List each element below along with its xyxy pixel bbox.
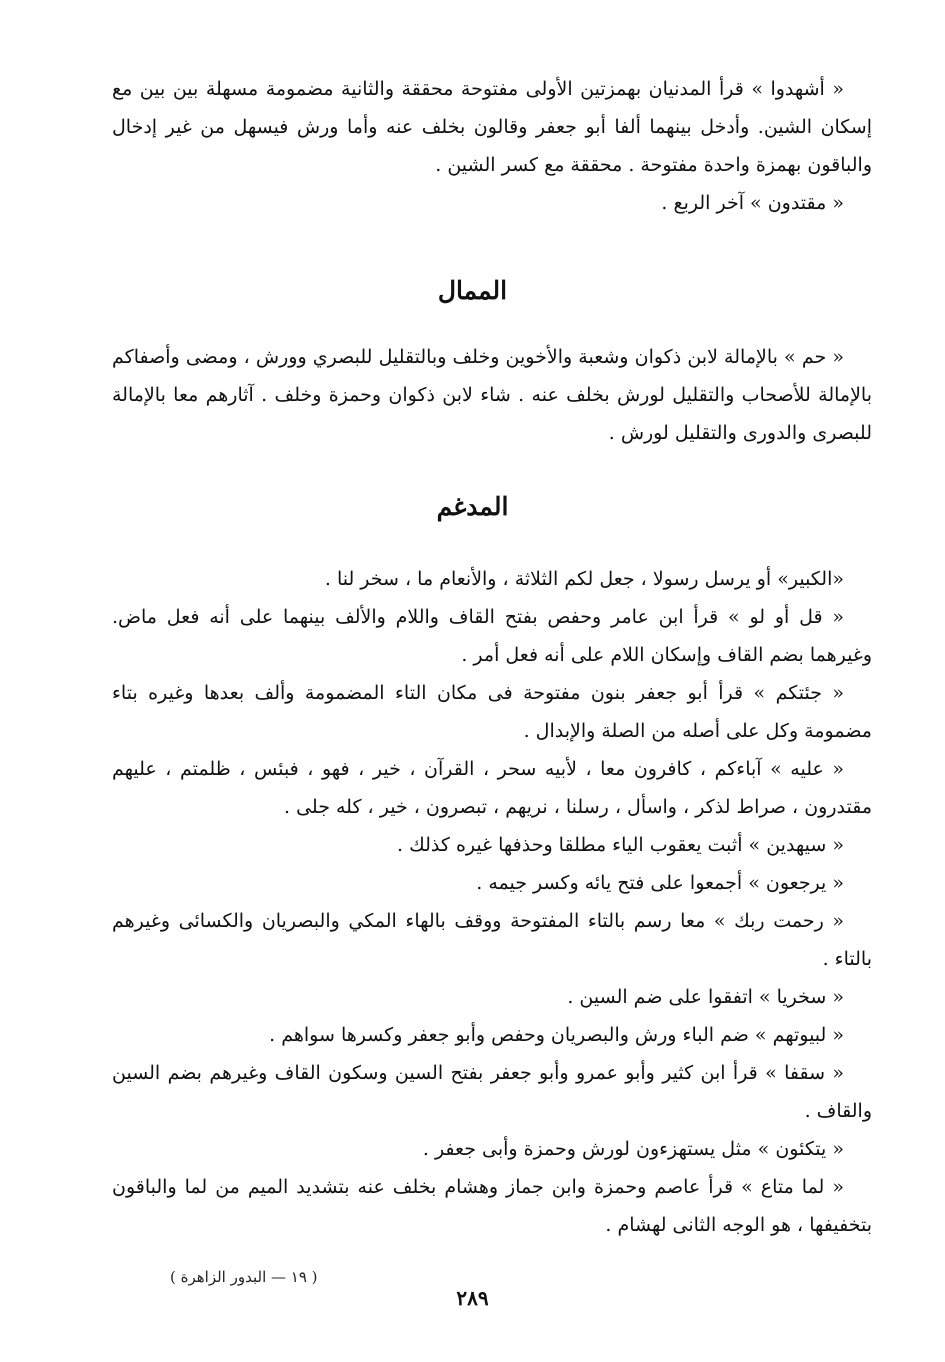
heading-mudgham: المدغم <box>436 492 509 521</box>
heading-mamal: الممال <box>437 276 508 305</box>
paragraph-rahmat-rabbik: « رحمت ربك » معا رسم بالتاء المفتوحة ووقف بالهاء المكي والبصريان والكسائى وغيرهم بالتاء . <box>112 910 872 970</box>
paragraph-sayahdin: « سيهدين » أثبت يعقوب الياء مطلقا وحذفها غيره كذلك . <box>397 834 844 856</box>
paragraph-muqtadun: « مقتدون » آخر الربع . <box>661 192 844 214</box>
paragraph-yattakiun: « يتكئون » مثل يستهزءون لورش وحمزة وأبى جعفر . <box>422 1138 844 1160</box>
paragraph-lamma-mata: « لما متاع » قرأ عاصم وحمزة وابن جماز وهشام بخلف عنه بتشديد الميم من لما والباقون بتخفيفها ، هو الوجه الثانى لهشام . <box>112 1176 872 1236</box>
section-1-text <box>112 70 872 222</box>
paragraph-kabir: «الكبير» أو يرسل رسولا ، جعل لكم الثلاثة ، والأنعام ما ، سخر لنا . <box>324 568 844 590</box>
section-3-text <box>112 560 872 1244</box>
paragraph-qul-aw-law: « قل أو لو » قرأ ابن عامر وحفص بفتح القاف واللام والألف بينهما على أنه فعل ماض. وغيرهما بضم القاف وإسكان اللام على أنه فعل أمر . <box>112 606 872 666</box>
section-2-text <box>112 338 872 452</box>
paragraph-jitukum: « جئتكم » قرأ أبو جعفر بنون مفتوحة فى مكان التاء المضمومة وألف بعدها وغيره بتاء مضمومة وكل على أصله من الصلة والإبدال . <box>112 682 872 742</box>
paragraph-hamim: « حم » بالإمالة لابن ذكوان وشعبة والأخوين وخلف وبالتقليل للبصري وورش ، ومضى وأصفاكم بالإمالة للأصحاب والتقليل لورش بخلف عنه . شاء لابن ذكوان وحمزة وخلف . آثارهم معا بالإمالة للبصرى والدورى والتقليل لورش . <box>112 346 872 444</box>
page-number: ٢٨٩ <box>456 1286 489 1310</box>
footer-signature-note: ( ١٩ — البدور الزاهرة ) <box>170 1268 318 1286</box>
paragraph-yarjiun: « يرجعون » أجمعوا على فتح يائه وكسر جيمه . <box>476 872 844 894</box>
paragraph-suqufa: « سقفا » قرأ ابن كثير وأبو عمرو وأبو جعفر بفتح السين وسكون القاف وغيرهم بضم السين والقاف . <box>112 1062 872 1122</box>
paragraph-ashhadu: « أشهدوا » قرأ المدنيان بهمزتين الأولى مفتوحة محققة والثانية مضمومة مسهلة بين بين مع إسكان الشين. وأدخل بينهما ألفا أبو جعفر وقالون بخلف عنه وأما ورش فيسهل من غير إدخال والباقون بهمزة واحدة مفتوحة . محققة مع كسر الشين . <box>112 78 873 176</box>
paragraph-sukhriyya: « سخريا » اتفقوا على ضم السين . <box>567 986 844 1008</box>
paragraph-alayhi: « عليه » آباءكم ، كافرون معا ، لأبيه سحر ، القرآن ، خير ، فهو ، فبئس ، ظلمتم ، عليهم مقتدرون ، صراط لذكر ، واسأل ، رسلنا ، نريهم ، تبصرون ، خير ، كله جلى . <box>112 758 872 818</box>
paragraph-libuyutihim: « لبيوتهم » ضم الباء ورش والبصريان وحفص وأبو جعفر وكسرها سواهم . <box>269 1024 844 1046</box>
